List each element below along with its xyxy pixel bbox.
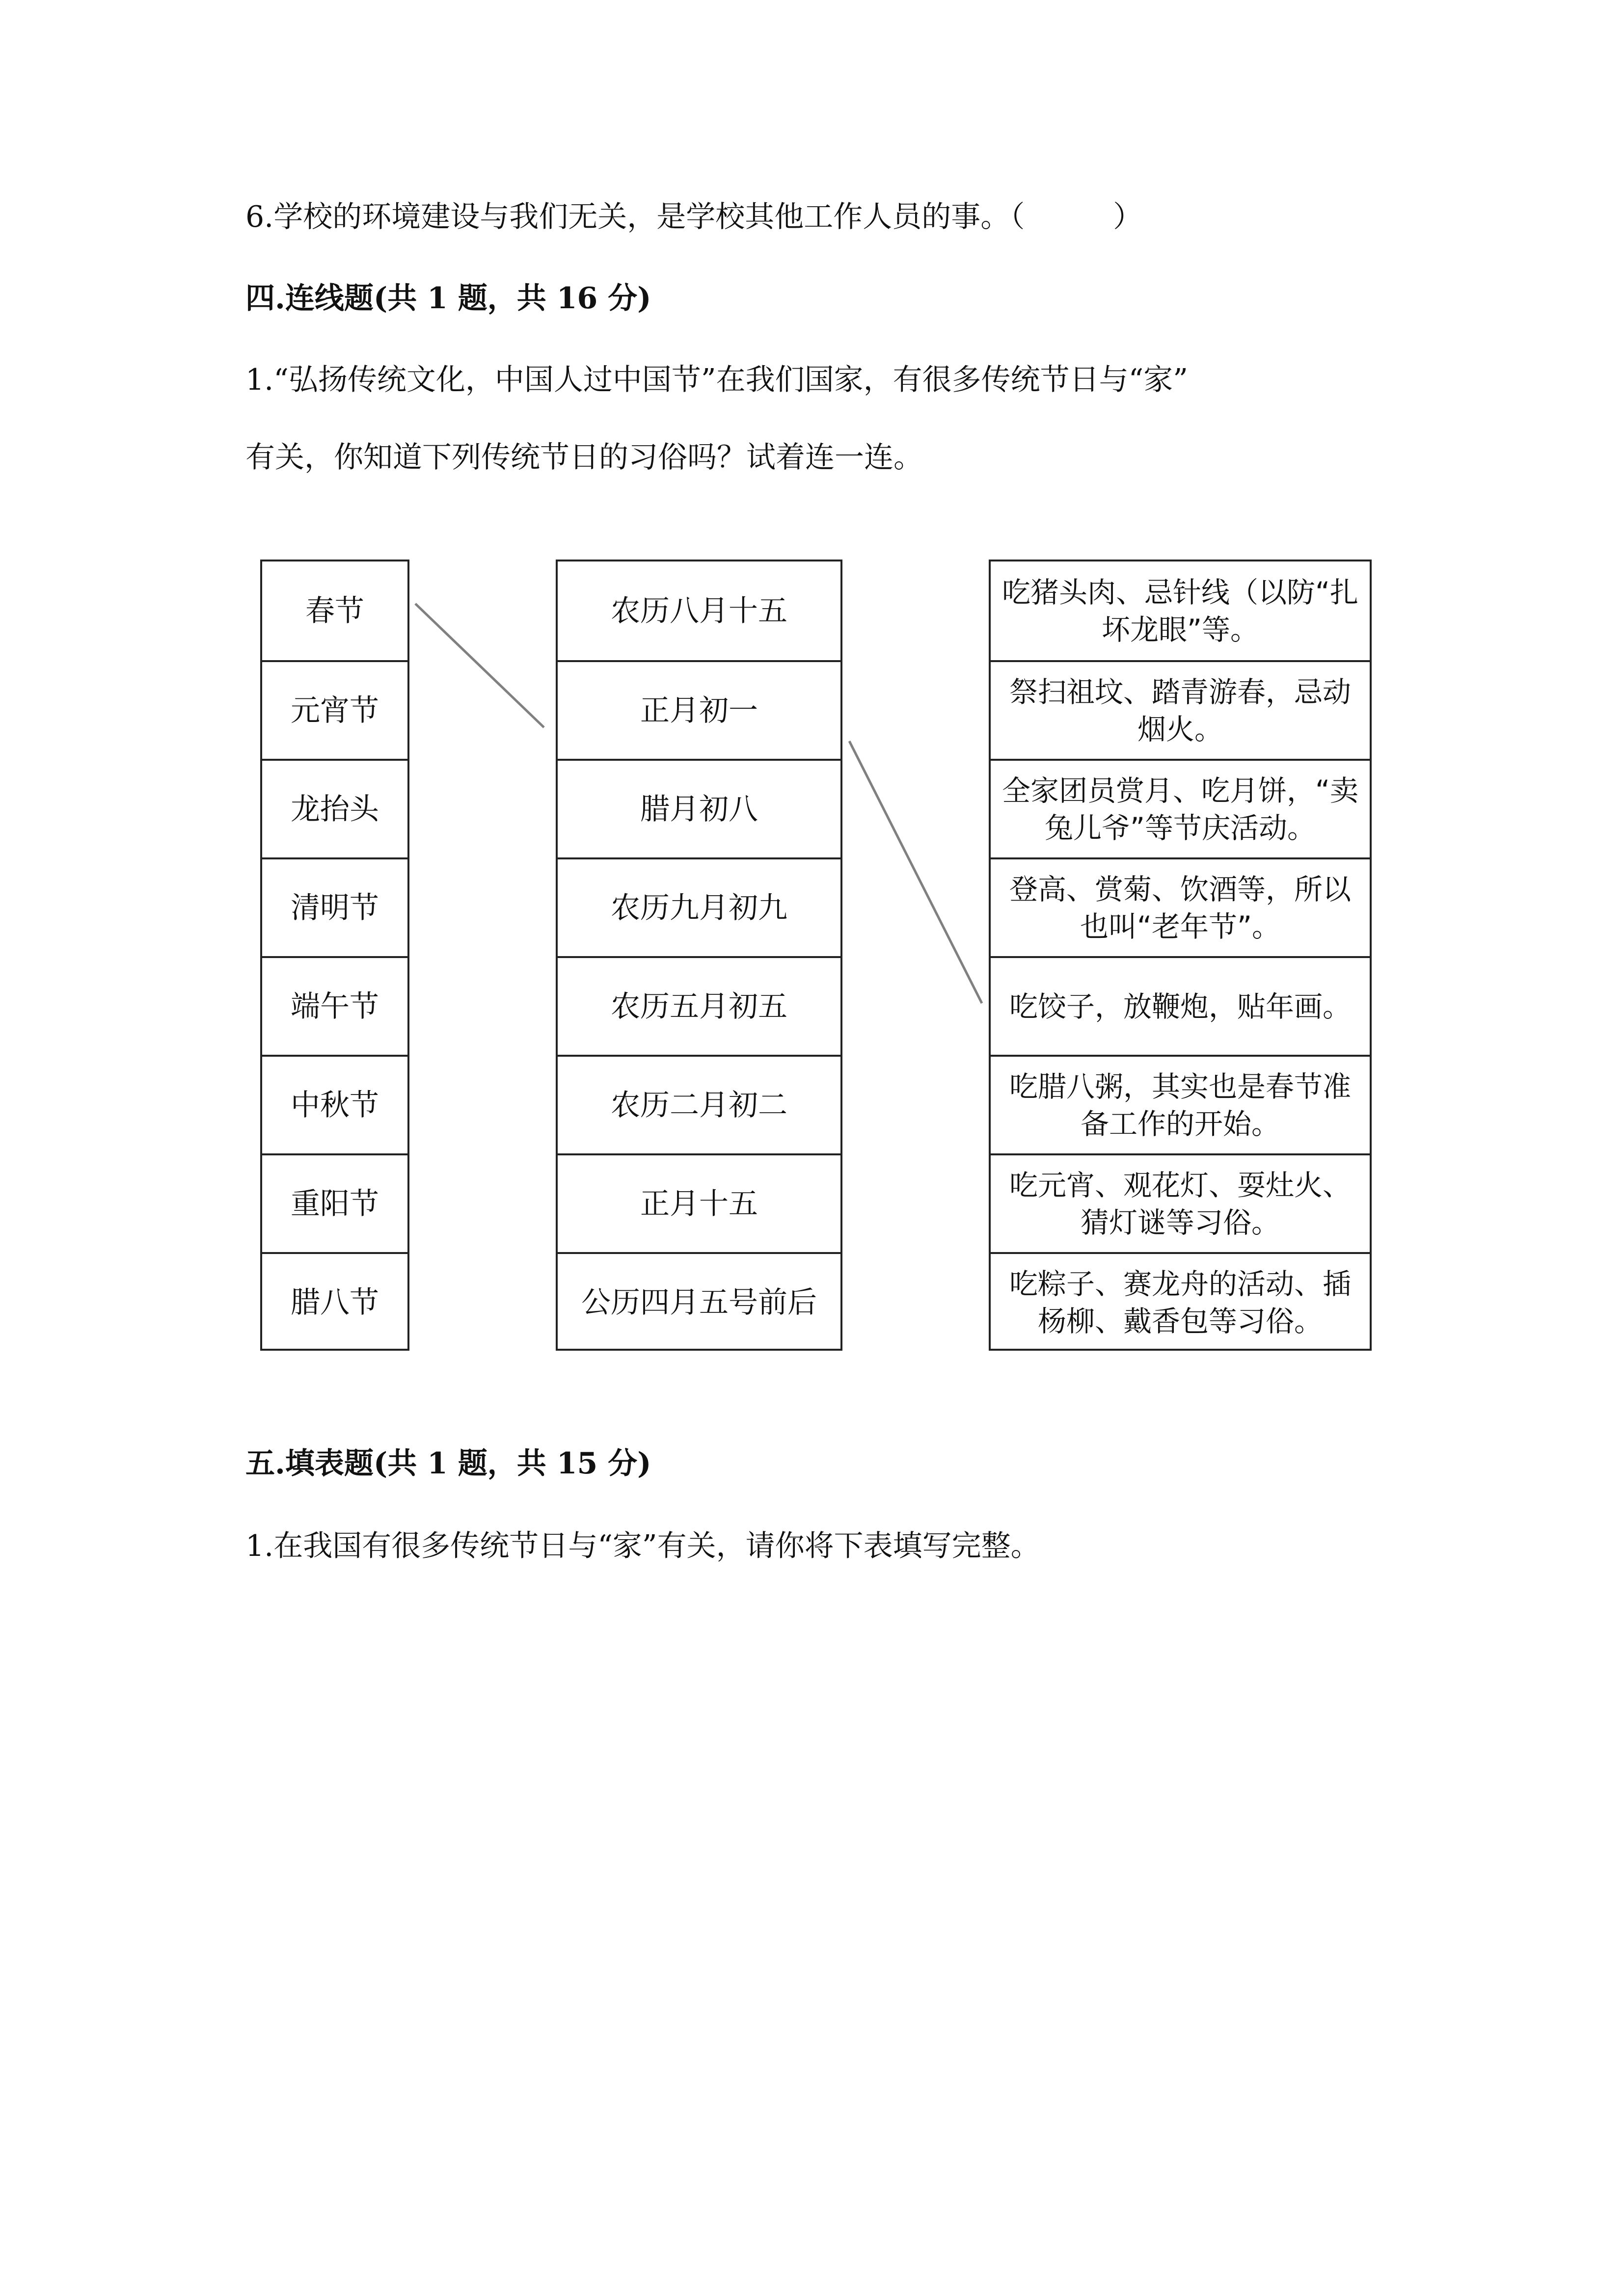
custom-cell[interactable]: 吃腊八粥，其实也是春节准备工作的开始。 — [991, 1055, 1370, 1153]
section-5-title: 五.填表题(共 1 题，共 15 分) — [245, 1446, 651, 1481]
festival-cell[interactable]: 中秋节 — [262, 1055, 407, 1153]
date-column — [556, 560, 842, 1351]
connector-line-zhengyue — [849, 741, 982, 1003]
festival-cell[interactable]: 重阳节 — [262, 1153, 407, 1252]
festival-cell[interactable]: 龙抬头 — [262, 759, 407, 857]
custom-cell[interactable]: 吃饺子，放鞭炮，贴年画。 — [991, 956, 1370, 1055]
festival-cell[interactable]: 端午节 — [262, 956, 407, 1055]
date-cell[interactable]: 正月初一 — [558, 660, 840, 759]
date-cell[interactable]: 农历九月初九 — [558, 857, 840, 956]
custom-cell[interactable]: 登高、赏菊、饮酒等，所以也叫“老年节”。 — [991, 857, 1370, 956]
festival-cell[interactable]: 清明节 — [262, 857, 407, 956]
date-cell[interactable]: 公历四月五号前后 — [558, 1252, 840, 1351]
festival-cell[interactable]: 春节 — [305, 593, 364, 628]
festival-cell[interactable]: 腊八节 — [262, 1252, 407, 1351]
date-cell[interactable]: 农历五月初五 — [558, 956, 840, 1055]
custom-cell[interactable]: 吃元宵、观花灯、耍灶火、猜灯谜等习俗。 — [991, 1153, 1370, 1252]
date-cell[interactable]: 农历二月初二 — [558, 1055, 840, 1153]
section-4-title: 四.连线题(共 1 题，共 16 分) — [245, 281, 651, 316]
custom-cell[interactable]: 吃粽子、赛龙舟的活动、插杨柳、戴香包等习俗。 — [991, 1252, 1370, 1351]
fill-table-question: 1.在我国有很多传统节日与“家”有关，请你将下表填写完整。 — [245, 1529, 1040, 1563]
festival-cell[interactable]: 元宵节 — [262, 660, 407, 759]
custom-cell[interactable]: 吃猪头肉、忌针线（以防“扎坏龙眼”等。 — [1001, 575, 1359, 646]
date-cell[interactable]: 农历八月十五 — [611, 593, 787, 628]
connector-line-chunjie — [415, 604, 544, 727]
custom-cell[interactable]: 全家团员赏月、吃月饼，“卖兔儿爷”等节庆活动。 — [991, 759, 1370, 857]
matching-question-line-1: 1.“弘扬传统文化，中国人过中国节”在我们国家，有很多传统节日与“家” — [245, 363, 1188, 397]
custom-column — [989, 560, 1372, 1351]
custom-cell[interactable]: 祭扫祖坟、踏青游春，忌动烟火。 — [991, 660, 1370, 759]
date-cell[interactable]: 正月十五 — [558, 1153, 840, 1252]
matching-question-line-2: 有关，你知道下列传统节日的习俗吗？试着连一连。 — [245, 440, 923, 475]
festival-column — [260, 560, 409, 1351]
date-cell[interactable]: 腊月初八 — [558, 759, 840, 857]
question-6: 6.学校的环境建设与我们无关，是学校其他工作人员的事。（ ） — [245, 200, 1143, 234]
